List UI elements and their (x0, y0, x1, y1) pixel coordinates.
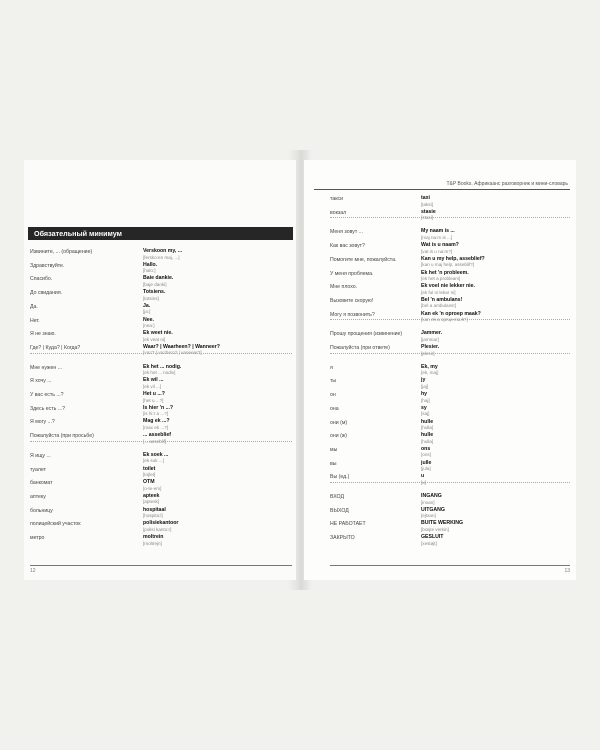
phrase-entry (330, 344, 570, 359)
russian-phrase: У меня проблема. (330, 270, 374, 277)
afrikaans-phrase: ... asseblief (143, 432, 171, 439)
russian-phrase: Помогите мне, пожалуйста. (330, 256, 397, 263)
pronunciation: [polisi kanto:r] (143, 526, 172, 532)
afrikaans-phrase: apteek (143, 492, 160, 499)
russian-phrase: вокзал (330, 209, 347, 216)
afrikaans-phrase: Waar? | Waarheen? | Wanneer? (143, 343, 220, 350)
pronunciation: [bel a ambulans!] (421, 303, 456, 309)
russian-phrase: мы (330, 446, 338, 453)
pronunciation: [kan u maj help, asseblif?] (421, 262, 475, 268)
pronunciation: [jammar] (421, 336, 439, 342)
pronunciation: [o-te-em] (143, 485, 162, 491)
russian-phrase: больницу (30, 507, 53, 514)
afrikaans-phrase: Ek voel nie lekker nie. (421, 283, 475, 290)
pronunciation: [ek veat ni] (143, 336, 166, 342)
russian-phrase: ВЫХОД (330, 507, 349, 514)
pronunciation: [ejtxan] (421, 513, 436, 519)
phrase-entry (30, 534, 292, 549)
afrikaans-phrase: Jammer. (421, 330, 443, 337)
russian-phrase: НЕ РАБОТАЕТ (330, 521, 366, 528)
afrikaans-phrase: polisiekantoor (143, 520, 179, 527)
russian-phrase: метро (30, 535, 45, 541)
pronunciation: [ons] (421, 452, 431, 458)
russian-phrase: Пожалуйста (при ответе) (330, 345, 390, 351)
left-page (24, 160, 296, 580)
afrikaans-phrase: Ja. (143, 302, 151, 309)
pronunciation: [halo:] (143, 268, 156, 274)
running-header: T&P Books. Африкаанс разговорник и мини-словарь (446, 181, 568, 187)
afrikaans-phrase: taxi (421, 195, 430, 201)
afrikaans-phrase: Kan ek 'n oproep maak? (421, 310, 481, 317)
russian-phrase: полицейский участок (30, 521, 81, 528)
afrikaans-phrase: hulle (421, 418, 434, 425)
russian-phrase: туалет (30, 466, 46, 473)
russian-phrase: Где? | Куда? | Когда? (30, 344, 81, 351)
phrase-entry (330, 311, 570, 326)
russian-phrase: Здравствуйте. (30, 262, 65, 269)
pronunciation: [ek, maj] (421, 370, 439, 376)
pronunciation: [xesløjt] (421, 540, 437, 546)
russian-phrase: У вас есть ...? (30, 392, 64, 398)
phrase-entry (330, 473, 570, 488)
afrikaans-phrase: moltrein (143, 534, 164, 540)
afrikaans-phrase: Kan u my help, asseblief? (421, 255, 485, 262)
phrase-entry (330, 534, 570, 549)
afrikaans-phrase: Mag ek ...? (143, 418, 170, 425)
afrikaans-phrase: toilet (143, 465, 156, 472)
afrikaans-phrase: ons (421, 445, 431, 452)
pronunciation: [hulla] (421, 425, 434, 430)
section-title: Обязательный минимум (28, 227, 293, 240)
pronunciation: [vat is u na:m?] (421, 248, 453, 254)
afrikaans-phrase: Hallo. (143, 261, 158, 268)
pronunciation: [ja:] (143, 309, 151, 315)
russian-phrase: Спасибо. (30, 276, 53, 283)
afrikaans-phrase: OTM (143, 479, 155, 486)
afrikaans-phrase: GESLUIT (421, 534, 444, 541)
russian-phrase: До свидания. (30, 290, 63, 297)
section-divider (30, 353, 292, 354)
footer-rule (30, 565, 292, 566)
pronunciation: [hulla] (421, 438, 434, 444)
afrikaans-phrase: hulle (421, 432, 434, 439)
pronunciation: [max ek ...?] (143, 424, 169, 430)
afrikaans-phrase: Ek, my (421, 363, 438, 370)
russian-phrase: Да. (30, 303, 38, 310)
russian-phrase: Я ищу ... (30, 452, 51, 459)
pronunciation: [plesir] (421, 350, 435, 356)
afrikaans-phrase: hy (421, 391, 428, 398)
pronunciation: [va:r? | va:rhe:n? | vaneear?] (143, 350, 202, 356)
russian-phrase: Вызовите скорую! (330, 297, 374, 304)
afrikaans-phrase: Baie dankie. (143, 275, 174, 282)
footer-rule (330, 565, 570, 566)
russian-phrase: он (330, 392, 336, 399)
russian-phrase: Вы (ед.) (330, 474, 350, 481)
pronunciation: [totsins] (143, 295, 159, 301)
afrikaans-phrase: hospitaal (143, 506, 166, 513)
pronunciation: [jula] (421, 466, 431, 472)
afrikaans-phrase: Ek het 'n probleem. (421, 269, 469, 276)
russian-phrase: аптеку (30, 493, 46, 500)
pronunciation: [tojlet] (143, 472, 156, 477)
afrikaans-phrase: sy (421, 404, 427, 411)
afrikaans-phrase: UITGANG (421, 506, 445, 513)
pronunciation: [ek vil ...] (143, 383, 162, 389)
afrikaans-phrase: Ek soek ... (143, 451, 169, 458)
russian-phrase: Прошу прощения (извинение) (330, 331, 403, 338)
pronunciation: [bœjte verkin] (421, 526, 449, 532)
pronunciation: [fersko:en maj, ...] (143, 254, 180, 260)
pronunciation: [aptesk] (143, 499, 160, 505)
afrikaans-phrase: u (421, 473, 425, 480)
russian-phrase: они (м) (330, 419, 348, 426)
pronunciation: [ek suk ...] (143, 458, 164, 464)
russian-phrase: ЗАКРЫТО (330, 535, 355, 542)
russian-phrase: они (ж) (330, 433, 348, 440)
pronunciation: [ek het a probleam] (421, 276, 461, 281)
afrikaans-phrase: BUITE WERKING (421, 520, 464, 527)
header-rule (314, 189, 570, 190)
pronunciation: [maj na:m is ...] (421, 234, 453, 240)
russian-phrase: Я не знаю. (30, 331, 56, 338)
afrikaans-phrase: jy (421, 377, 426, 384)
pronunciation: [baje danki] (143, 281, 167, 287)
pronunciation: [het u ...?] (143, 397, 164, 403)
afrikaans-phrase: Plesier. (421, 344, 440, 350)
afrikaans-phrase: Ek het ... nodig. (143, 363, 182, 370)
russian-phrase: Я могу ...? (30, 419, 55, 426)
afrikaans-phrase: My naam is ... (421, 228, 455, 235)
russian-phrase: банкомат (30, 480, 53, 487)
russian-phrase: Пожалуйста (при просьбе) (30, 433, 94, 440)
afrikaans-phrase: julle (421, 459, 432, 466)
russian-phrase: ВХОД (330, 494, 344, 500)
pronunciation: [stasi] (421, 215, 433, 221)
russian-phrase: Мне плохо. (330, 284, 358, 291)
pronunciation: [hospita:l] (143, 513, 163, 519)
afrikaans-phrase: Ek wil ... (143, 377, 164, 384)
russian-phrase: Здесь есть ...? (30, 405, 65, 412)
afrikaans-phrase: Wat is u naam? (421, 242, 459, 249)
russian-phrase: Извините, ... (обращение) (30, 249, 93, 255)
pronunciation: [nea:] (143, 323, 155, 328)
afrikaans-phrase: Ek weet nie. (143, 330, 173, 337)
phrase-entry (30, 432, 292, 447)
russian-phrase: я (330, 364, 333, 371)
afrikaans-phrase: Bel 'n ambulans! (421, 296, 463, 303)
pronunciation: [ek het ... nodix] (143, 370, 176, 376)
russian-phrase: ты (330, 378, 337, 385)
afrikaans-phrase: Nee. (143, 316, 154, 323)
afrikaans-phrase: stasie (421, 208, 436, 215)
afrikaans-phrase: Totsiens. (143, 289, 166, 296)
russian-phrase: Нет. (30, 317, 40, 324)
russian-phrase: Я хочу ... (30, 378, 52, 385)
russian-phrase: Мне нужен ... (30, 364, 63, 371)
pronunciation: [inxan] (421, 499, 435, 505)
afrikaans-phrase: Verskoon my, ... (143, 248, 183, 254)
russian-phrase: Как вас зовут? (330, 243, 365, 250)
pronunciation: [jaj] (421, 383, 429, 389)
pronunciation: [haj] (421, 397, 430, 403)
pronunciation: [kan ek a oprup ma:k?] (421, 317, 468, 323)
phrase-entry (30, 344, 292, 359)
pronunciation: [... asseblif] (143, 438, 167, 444)
pronunciation: [taksi] (421, 201, 433, 207)
right-page (304, 160, 576, 580)
section-divider (330, 479, 570, 485)
russian-phrase: вы (330, 460, 337, 467)
afrikaans-phrase: Het u ...? (143, 391, 165, 397)
afrikaans-phrase: INGANG (421, 493, 442, 499)
page-number: 13 (564, 568, 570, 574)
phrase-entry (330, 209, 570, 224)
russian-phrase: Могу я позвонить? (330, 311, 375, 318)
pronunciation: [saj] (421, 411, 430, 417)
russian-phrase: она (330, 405, 339, 412)
page-number: 12 (30, 568, 36, 574)
pronunciation: [is hi:r a ...?] (143, 411, 169, 417)
pronunciation: [u] (421, 479, 427, 485)
afrikaans-phrase: Is hier 'n ...? (143, 404, 174, 411)
pronunciation: [moltrejn] (143, 540, 162, 546)
russian-phrase: Меня зовут ... (330, 229, 363, 236)
russian-phrase: такси (330, 196, 344, 202)
pronunciation: [ek ful ni lekar ni] (421, 289, 456, 295)
